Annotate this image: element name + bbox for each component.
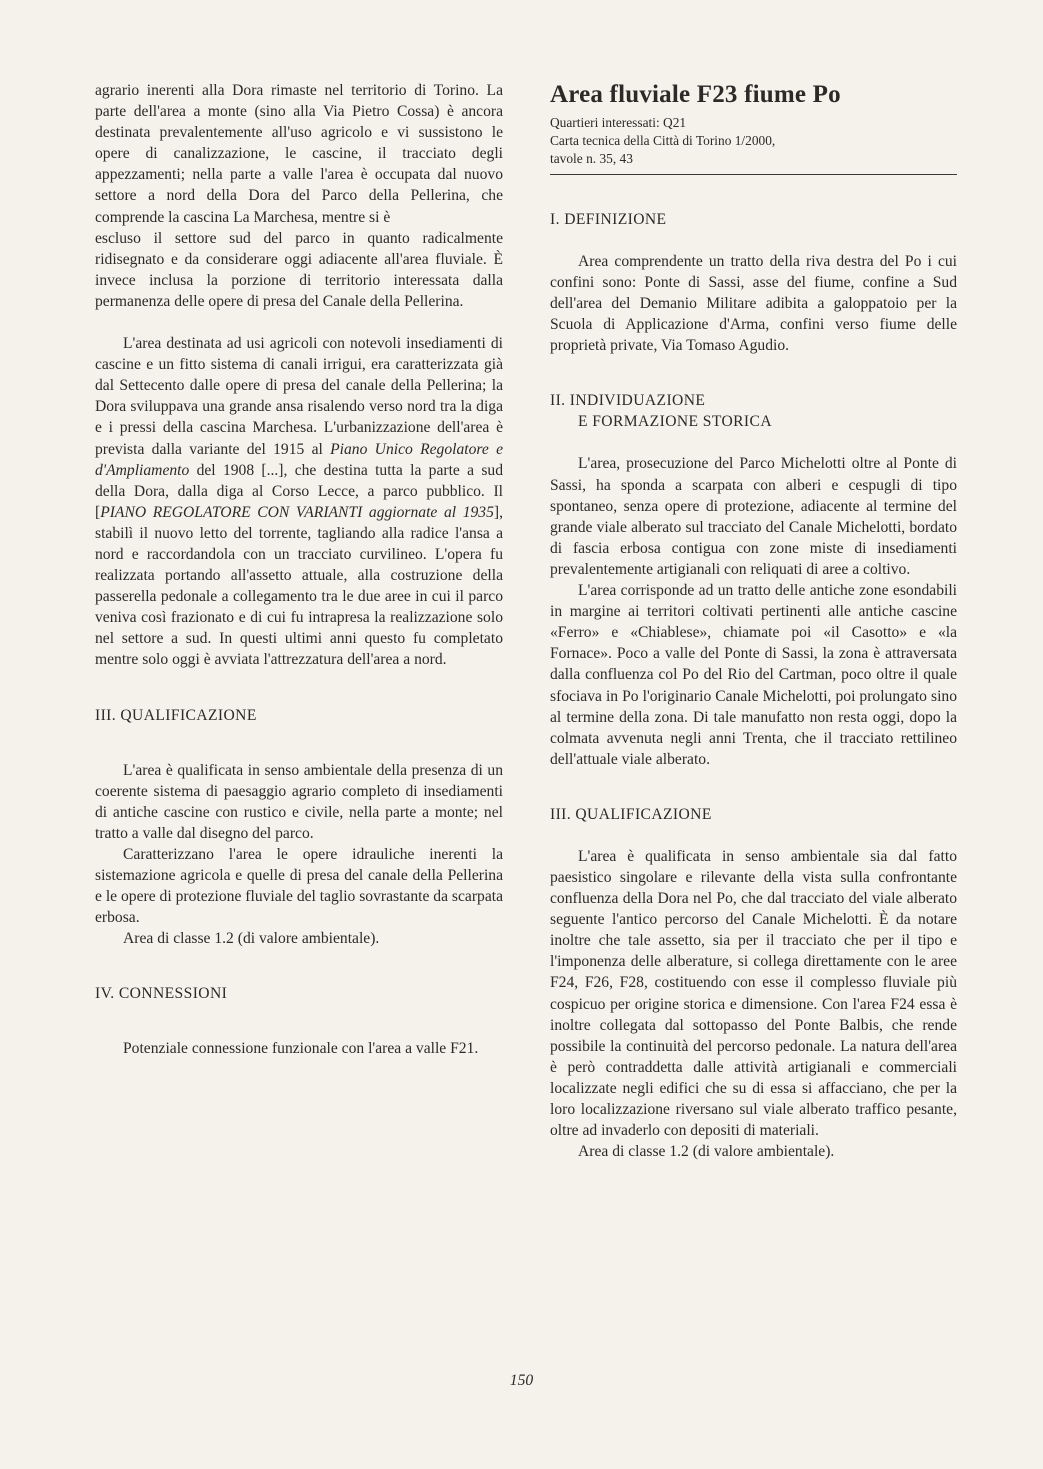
left-italic-title-2: PIANO REGOLATORE CON VARIANTI aggiornate al 1935 (100, 503, 494, 521)
right-heading-formazione: E FORMAZIONE STORICA (578, 413, 772, 431)
right-heading-individuazione: II. INDIVIDUAZIONE (550, 392, 706, 410)
left-italic-title-1: Piano Unico Regolatore e d'Ampliamento (95, 440, 504, 479)
right-heading-qualificazione: III. QUALIFICAZIONE (550, 805, 712, 823)
meta-tavole: tavole n. 35, 43 (550, 151, 633, 166)
left-paragraph-1b: escluso il settore sud del parco in quanto radicalmente ridisegnato e da considerare oggi adiacente all'area fluviale. È invece inclusa la porzione di territorio interessata dalla permanenza delle opere di presa del Canale della Pellerina. (95, 229, 503, 310)
meta-carta: Carta tecnica della Città di Torino 1/2000, (550, 133, 776, 148)
page-number: 150 (509, 1372, 534, 1389)
meta-quartieri: Quartieri interessati: Q21 (550, 115, 687, 130)
left-paragraph-2b: del 1908 [...], che destina tutta la parte a sud della Dora, dalla diga al Corso Lecce, a parco pubblico. Il [ (95, 461, 503, 521)
left-paragraph-6: Potenziale connessione funzionale con l'area a valle F21. (123, 1040, 479, 1058)
meta-block (550, 114, 957, 168)
right-column (550, 80, 957, 1162)
right-heading-definizione: I. DEFINIZIONE (550, 211, 667, 228)
left-heading-qualificazione: III. QUALIFICAZIONE (95, 706, 257, 724)
left-paragraph-2c: ], stabilì il nuovo letto del torrente, tagliando alla radice l'ansa a nord e raccordandola con un tracciato curvilineo. L'opera fu realizzata portando all'assetto attuale, alla costruzione della passerella pedonale a collegamento tra le due aree in cui il parco veniva così frazionato e di cui fu intrapresa la realizzazione solo nel settore a sud. In questi ultimi anni questo fu completato mentre solo oggi è avviata l'attrezzatura dell'area a nord. (95, 503, 503, 669)
right-paragraph-3: L'area corrisponde ad un tratto delle antiche zone esondabili in margine ai territori coltivati pertinenti alle antiche cascine «Ferro» e «Chiablese», chiamate poi «il Casotto» e «la Fornace». Poco a valle del Ponte di Sassi, la zona è attraversata dalla confluenza col Po del Rio del Cartman, poco oltre il quale sfociava in Po l'originario Canale Michelotti, poi prolungato sino al termine della zona. Di tale manufatto non resta oggi, dopo la colmata avvenuta negli anni Trenta, che il tracciato rettilineo dell'attuale viale alberato. (550, 582, 957, 768)
left-heading-connessioni: IV. CONNESSIONI (95, 985, 228, 1003)
right-paragraph-1: Area comprendente un tratto della riva destra del Po i cui confini sono: Ponte di Sassi, asse del fiume, confine a Sud dell'area del Demanio Militare adibita a galoppatoio per la Scuola di Applicazione d'Arma, confini verso fiume delle proprietà private, Via Tomaso Agudio. (550, 253, 957, 355)
left-paragraph-5: Area di classe 1.2 (di valore ambientale). (123, 930, 380, 948)
left-column (95, 80, 503, 1059)
left-paragraph-2 (95, 333, 503, 671)
right-paragraph-5: Area di classe 1.2 (di valore ambientale). (578, 1143, 835, 1161)
right-paragraph-2: L'area, prosecuzione del Parco Michelotti oltre al Ponte di Sassi, ha sponda a scarpata con alberi e cespugli di tipo spontaneo, senza opere di protezione, adiacente al termine del grande viale alberato sul tracciato del Canale Michelotti, bordato di fascia erbosa contigua con zone miste di insediamenti prevalentemente artigianali con reliquati di aree a coltivo. (550, 455, 957, 578)
left-paragraph-4: Caratterizzano l'area le opere idrauliche inerenti la sistemazione agricola e quelle di presa del canale della Pellerina e le opere di protezione fluviale del taglio sovrastante da scarpata erbosa. (95, 845, 503, 927)
right-paragraph-4: L'area è qualificata in senso ambientale sia dal fatto paesistico singolare e rilevante della vista sulla confrontante confluenza della Dora nel Po, che dal tracciato del viale alberato seguente l'antico percorso del Canale Michelotti. È da notare inoltre che tale assetto, sia per il tracciato che per il tipo e l'imponenza delle alberature, si collega direttamente con le aree F24, F26, F28, costituendo con esse il complesso fluviale più cospicuo per origine storica e dimensione. Con l'area F24 essa è inoltre collegata dal sottopasso del Ponte Balbis, che rende possibile la continuità del percorso pedonale. La natura dell'area è però contraddetta dalle attività artigianali e commerciali localizzate negli edifici che su di essa si affacciano, che per la loro localizzazione riversano sul viale alberato traffico pesante, oltre ad invaderlo con depositi di materiali. (550, 847, 957, 1140)
left-paragraph-2a: L'area destinata ad usi agricoli con notevoli insediamenti di cascine e un fitto sistema di canali irrigui, era caratterizzata già dal Settecento dalle opere di presa del canale della Pellerina; la Dora sviluppava una grande ansa risalendo verso nord tra la diga e i pressi della cascina Marchesa. L'urbanizzazione dell'area è prevista dalla variante del 1915 al (95, 335, 503, 458)
left-paragraph-1: agrario inerenti alla Dora rimaste nel territorio di Torino. La parte dell'area a monte (sino alla Via Pietro Cossa) è ancora destinata prevalentemente all'uso agricolo e vi sussistono le opere di canalizzazione, le cascine, il tracciato degli appezzamenti; nella parte a valle l'area è occupata dal nuovo settore a nord della Dora del Parco della Pellerina, che comprende la cascina La Marchesa, mentre si è (95, 82, 503, 226)
left-paragraph-3: L'area è qualificata in senso ambientale della presenza di un coerente sistema di paesaggio agrario completo di insediamenti di antiche cascine con rustico e civile, nella parte a monte; nel tratto a valle dal disegno del parco. (95, 761, 503, 842)
page-title: Area fluviale F23 fiume Po (550, 81, 841, 108)
